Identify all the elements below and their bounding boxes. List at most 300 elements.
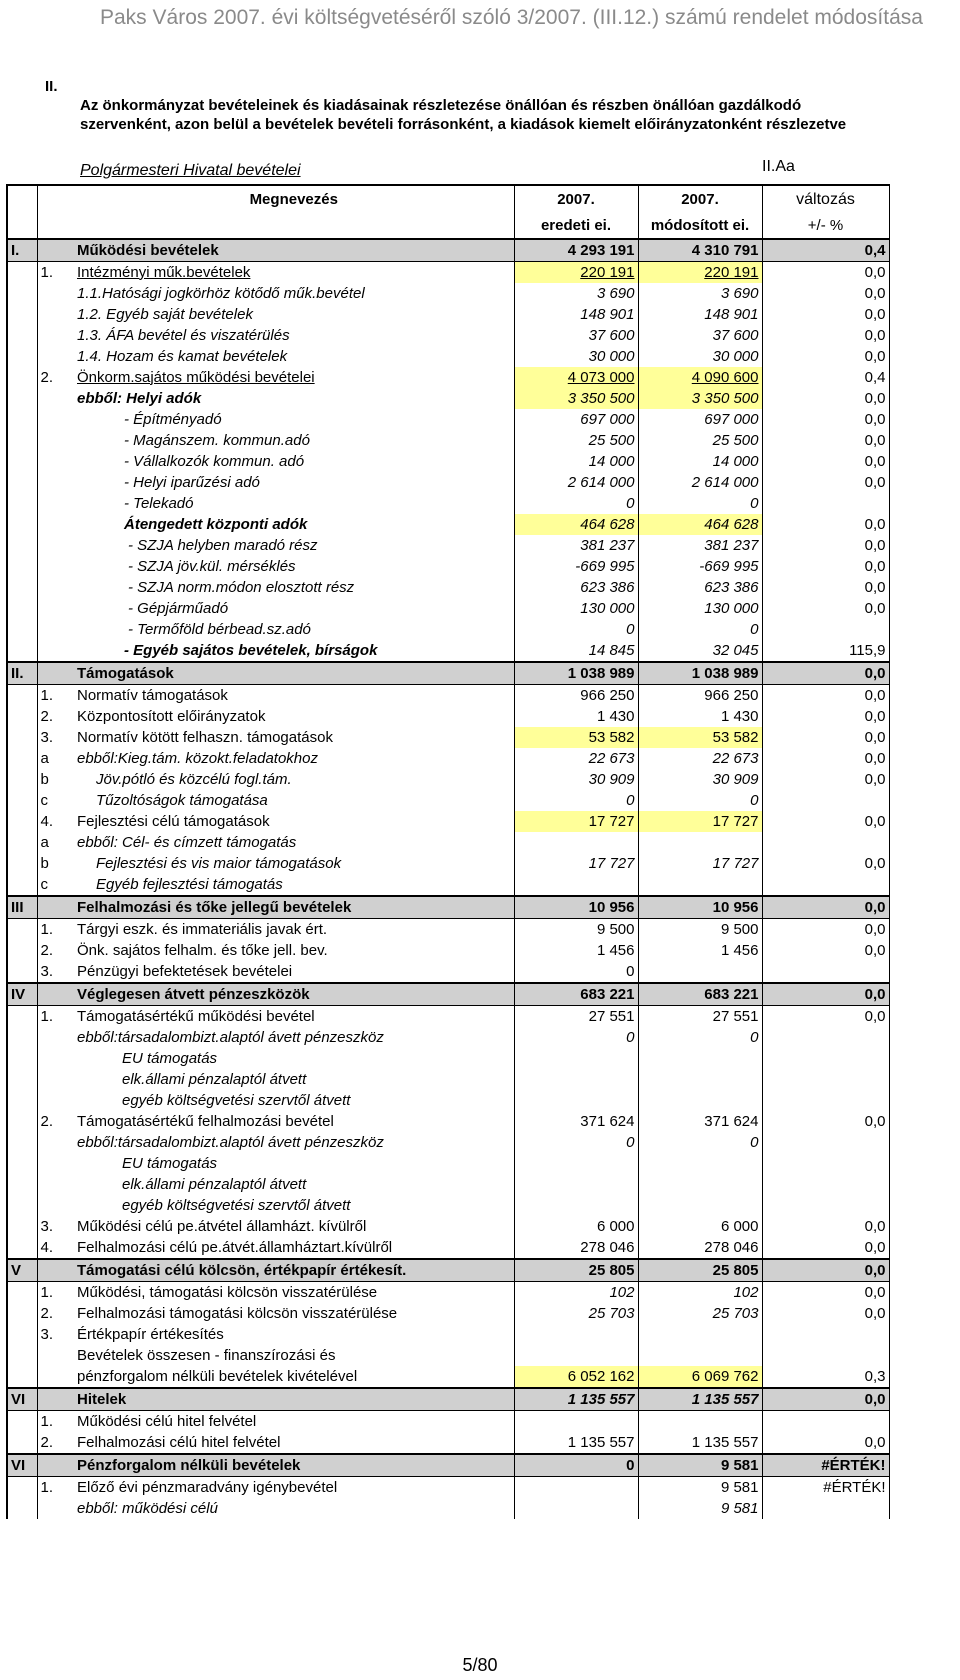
table-row [7,1174,889,1195]
table-row [7,1090,889,1111]
row-label: Támogatási célú kölcsön, értékpapír értékesít. [74,1259,514,1282]
row-original-value [514,874,638,896]
row-modified-value [638,1174,762,1195]
row-original-value [514,1324,638,1345]
row-label: ebből:Kieg.tám. közokt.feladatokhoz [77,749,318,767]
row-change-percent [762,619,889,640]
table-row [7,853,889,874]
row-change-percent [762,1174,889,1195]
row-original-value: 30 909 [514,769,638,790]
row-label: Értékpapír értékesítés [77,1325,224,1343]
row-item-number: 1. [37,1282,74,1304]
row-change-percent [762,1090,889,1111]
row-change-percent: 0,0 [762,1216,889,1237]
row-original-value: 4 073 000 [514,367,638,388]
row-original-value: 9 500 [514,919,638,941]
table-row [7,1153,889,1174]
row-original-value: 2 614 000 [514,472,638,493]
row-change-percent: 0,4 [762,239,889,262]
row-modified-value: 464 628 [638,514,762,535]
row-section-number [7,832,37,853]
row-item-number: 2. [37,1432,74,1454]
table-row [7,1216,889,1237]
table-row [7,727,889,748]
row-original-value: 25 703 [514,1303,638,1324]
col-pct-header: +/- % [762,214,889,239]
row-item-number [37,598,74,619]
row-change-percent: 0,0 [762,685,889,707]
row-label: elk.állami pénzalaptól átvett [122,1070,307,1088]
row-section-number [7,262,37,284]
table-row [7,685,889,707]
table-row [7,790,889,811]
table-row [7,961,889,983]
row-section-number [7,1303,37,1324]
row-section-number [7,727,37,748]
row-modified-value: 17 727 [638,853,762,874]
row-change-percent: 0,0 [762,853,889,874]
row-original-value: 0 [514,1132,638,1153]
row-section-number [7,1237,37,1259]
section-row [7,896,889,919]
row-item-number: 1. [37,262,74,284]
section-number: II. [45,78,58,95]
row-label: Támogatásértékű felhalmozási bevétel [77,1112,334,1130]
row-section-number [7,1477,37,1499]
row-item-number [37,1069,74,1090]
row-label: Működési, támogatási kölcsön visszatérülése [77,1283,378,1301]
row-change-percent: 0,0 [762,706,889,727]
row-label: Felhalmozási támogatási kölcsön visszatérülése [77,1304,398,1322]
row-original-value: 14 845 [514,640,638,662]
row-change-percent [762,1345,889,1366]
row-change-percent: 0,0 [762,430,889,451]
section-description: Az önkormányzat bevételeinek és kiadásainak részletezése önállóan és részben önállóan gazdálkodó szervenként, azon belül a bevételek bevételi forrásonként, a kiadások kiemelt előirányzatonként részlezetve [80,97,847,133]
row-item-number [37,1153,74,1174]
row-change-percent: 115,9 [762,640,889,662]
row-change-percent: 0,0 [762,514,889,535]
row-modified-value: 2 614 000 [638,472,762,493]
row-original-value: 1 430 [514,706,638,727]
row-original-value: 130 000 [514,598,638,619]
table-row [7,367,889,388]
document-header: Paks Város 2007. évi költségvetéséről szóló 3/2007. (III.12.) számú rendelet módosítása [100,6,923,29]
row-label: 1.4. Hozam és kamat bevételek [77,347,288,365]
row-label: - Egyéb sajátos bevételek, bírságok [124,641,378,659]
row-modified-value: 10 956 [638,896,762,919]
row-item-number [37,619,74,640]
row-section-number [7,535,37,556]
row-original-value: 623 386 [514,577,638,598]
table-row [7,748,889,769]
row-original-value [514,1345,638,1366]
row-label: Fejlesztési és vis maior támogatások [96,854,342,872]
row-original-value: 148 901 [514,304,638,325]
row-label: elk.állami pénzalaptól átvett [122,1175,307,1193]
row-modified-value: 220 191 [638,262,762,284]
row-item-number [37,1132,74,1153]
row-label: Önk. sajátos felhalm. és tőke jell. bev. [77,941,328,959]
row-label: Felhalmozási és tőke jellegű bevételek [74,896,514,919]
table-row [7,640,889,662]
row-original-value: 1 456 [514,940,638,961]
table-row [7,430,889,451]
row-change-percent [762,790,889,811]
row-section-number [7,1006,37,1028]
table-row [7,1282,889,1304]
col-orig-header: eredeti ei. [514,214,638,239]
col-name-header: Megnevezés [74,185,514,214]
row-original-value: 966 250 [514,685,638,707]
row-original-value: 1 135 557 [514,1388,638,1411]
row-section-number [7,1090,37,1111]
table-row [7,1027,889,1048]
row-label: - SZJA jöv.kül. mérséklés [128,557,296,575]
row-section-number [7,811,37,832]
row-label: Működési célú hitel felvétel [77,1412,257,1430]
row-modified-value [638,1048,762,1069]
row-section-number [7,304,37,325]
row-label: - SZJA helyben maradó rész [128,536,318,554]
row-change-percent [762,1195,889,1216]
row-original-value: 464 628 [514,514,638,535]
row-change-percent [762,961,889,983]
row-original-value: 25 805 [514,1259,638,1282]
row-change-percent: 0,0 [762,1282,889,1304]
row-item-number [37,662,74,685]
row-change-percent: 0,0 [762,919,889,941]
row-change-percent: 0,0 [762,283,889,304]
row-label: EU támogatás [122,1049,218,1067]
row-section-number [7,1048,37,1069]
row-section-number [7,1432,37,1454]
row-modified-value: 9 581 [638,1477,762,1499]
row-section-number: II. [7,662,37,685]
row-item-number [37,1454,74,1477]
row-change-percent: 0,0 [762,472,889,493]
row-modified-value: -669 995 [638,556,762,577]
row-item-number: 3. [37,1216,74,1237]
row-modified-value: 0 [638,619,762,640]
row-label: ebből:társadalombizt.alaptól ávett pénzeszköz [77,1028,384,1046]
row-change-percent [762,874,889,896]
row-section-number [7,1174,37,1195]
row-label: - Magánszem. kommun.adó [124,431,310,449]
row-label: Véglegesen átvett pénzeszközök [74,983,514,1006]
row-change-percent: 0,0 [762,1259,889,1282]
row-item-number: 3. [37,1324,74,1345]
row-change-percent [762,1411,889,1433]
row-modified-value: 148 901 [638,304,762,325]
row-label: - Helyi iparűzési adó [124,473,260,491]
row-modified-value: 53 582 [638,727,762,748]
row-modified-value: 683 221 [638,983,762,1006]
table-row [7,1324,889,1345]
table-row [7,325,889,346]
table-row [7,1366,889,1388]
row-section-number [7,1498,37,1519]
row-item-number [37,1388,74,1411]
row-original-value: 381 237 [514,535,638,556]
row-section-number [7,748,37,769]
row-section-number [7,388,37,409]
row-section-number [7,619,37,640]
row-section-number [7,367,37,388]
row-item-number: 3. [37,961,74,983]
row-modified-value: 623 386 [638,577,762,598]
row-item-number [37,430,74,451]
row-modified-value: 17 727 [638,811,762,832]
row-original-value: 22 673 [514,748,638,769]
page-number: 5/80 [462,1655,498,1675]
row-modified-value: 37 600 [638,325,762,346]
row-section-number [7,853,37,874]
row-label: pénzforgalom nélküli bevételek kivételével [77,1367,358,1385]
table-row [7,1498,889,1519]
row-change-percent: 0,0 [762,1237,889,1259]
row-modified-value: 1 038 989 [638,662,762,685]
row-modified-value: 25 500 [638,430,762,451]
row-label: ebből:társadalombizt.alaptól ávett pénzeszköz [77,1133,384,1151]
row-change-percent: 0,0 [762,388,889,409]
row-modified-value [638,1153,762,1174]
row-original-value: 1 038 989 [514,662,638,685]
row-section-number [7,769,37,790]
row-original-value: 683 221 [514,983,638,1006]
row-original-value: 0 [514,961,638,983]
row-item-number [37,577,74,598]
row-modified-value [638,1195,762,1216]
table-row [7,1303,889,1324]
section-row [7,239,889,262]
section-row [7,662,889,685]
row-modified-value: 1 135 557 [638,1432,762,1454]
row-section-number [7,1411,37,1433]
row-item-number [37,493,74,514]
row-item-number [37,640,74,662]
table-row [7,598,889,619]
row-label: Intézményi műk.bevételek [77,263,251,281]
row-item-number [37,409,74,430]
row-label: - Építményadó [124,410,222,428]
row-section-number: IV [7,983,37,1006]
row-original-value: 27 551 [514,1006,638,1028]
row-original-value: 0 [514,493,638,514]
table-row [7,514,889,535]
row-modified-value: 0 [638,1132,762,1153]
table-row [7,1006,889,1028]
table-row [7,832,889,853]
row-change-percent [762,1498,889,1519]
row-label: egyéb költségvetési szervtől átvett [122,1091,351,1109]
row-original-value: 1 135 557 [514,1432,638,1454]
table-row [7,940,889,961]
row-section-number [7,514,37,535]
row-label: Központosított előirányzatok [77,707,266,725]
row-item-number: c [37,874,74,896]
col-year1-header: 2007. [514,185,638,214]
row-item-number: 2. [37,1303,74,1324]
row-original-value: -669 995 [514,556,638,577]
row-label: ebből: Helyi adók [77,389,202,407]
row-item-number [37,1498,74,1519]
section-row [7,1454,889,1477]
row-original-value: 3 690 [514,283,638,304]
row-modified-value [638,1345,762,1366]
row-change-percent: #ÉRTÉK! [762,1454,889,1477]
row-original-value [514,1411,638,1433]
table-row [7,556,889,577]
row-change-percent: 0,3 [762,1366,889,1388]
row-modified-value: 0 [638,493,762,514]
row-change-percent: 0,0 [762,983,889,1006]
row-section-number [7,451,37,472]
row-item-number [37,388,74,409]
row-modified-value: 9 500 [638,919,762,941]
row-section-number [7,1069,37,1090]
row-change-percent [762,1132,889,1153]
row-label: Önkorm.sajátos működési bevételei [77,368,315,386]
row-label: 1.1.Hatósági jogkörhöz kötődő műk.bevétel [77,284,365,302]
row-modified-value: 4 090 600 [638,367,762,388]
table-row [7,919,889,941]
row-section-number [7,1111,37,1132]
row-original-value [514,1195,638,1216]
row-modified-value: 278 046 [638,1237,762,1259]
row-label: Hitelek [74,1388,514,1411]
row-original-value [514,1048,638,1069]
row-change-percent [762,832,889,853]
row-modified-value: 25 703 [638,1303,762,1324]
row-label: EU támogatás [122,1154,218,1172]
row-item-number: 1. [37,1411,74,1433]
row-label: Tárgyi eszk. és immateriális javak ért. [77,920,328,938]
row-label: Fejlesztési célú támogatások [77,812,270,830]
row-label: Működési bevételek [74,239,514,262]
row-change-percent: 0,0 [762,304,889,325]
col-mod-header: módosított ei. [638,214,762,239]
row-change-percent [762,1324,889,1345]
row-item-number: 4. [37,811,74,832]
row-modified-value [638,1069,762,1090]
row-section-number [7,472,37,493]
row-item-number [37,1048,74,1069]
row-label: Előző évi pénzmaradvány igénybevétel [77,1478,338,1496]
row-label: - Gépjárműadó [128,599,229,617]
table-row [7,262,889,284]
row-original-value: 102 [514,1282,638,1304]
row-modified-value: 381 237 [638,535,762,556]
row-original-value [514,832,638,853]
row-modified-value: 9 581 [638,1498,762,1519]
row-change-percent [762,1027,889,1048]
row-section-number [7,706,37,727]
row-item-number [37,556,74,577]
row-change-percent: 0,0 [762,940,889,961]
row-modified-value: 32 045 [638,640,762,662]
row-modified-value: 30 000 [638,346,762,367]
row-change-percent [762,493,889,514]
row-original-value: 278 046 [514,1237,638,1259]
row-section-number [7,325,37,346]
col-year2-header: 2007. [638,185,762,214]
row-modified-value: 0 [638,790,762,811]
row-item-number: 3. [37,727,74,748]
table-code: II.Aa [762,158,795,175]
row-change-percent: 0,0 [762,1388,889,1411]
row-section-number [7,1153,37,1174]
row-modified-value: 3 690 [638,283,762,304]
row-original-value: 17 727 [514,853,638,874]
row-label: - Vállalkozók kommun. adó [124,452,305,470]
row-modified-value: 6 000 [638,1216,762,1237]
row-modified-value [638,1324,762,1345]
row-change-percent: 0,4 [762,367,889,388]
table-row [7,283,889,304]
row-item-number [37,304,74,325]
row-item-number [37,1259,74,1282]
row-label: egyéb költségvetési szervtől átvett [122,1196,351,1214]
row-section-number: I. [7,239,37,262]
table-row [7,472,889,493]
row-change-percent: 0,0 [762,811,889,832]
row-modified-value: 6 069 762 [638,1366,762,1388]
table-row [7,1048,889,1069]
row-modified-value: 371 624 [638,1111,762,1132]
row-modified-value: 130 000 [638,598,762,619]
col-change-header: változás [762,185,889,214]
row-section-number [7,1132,37,1153]
row-original-value: 30 000 [514,346,638,367]
row-label: Bevételek összesen - finanszírozási és [77,1346,336,1364]
row-section-number: III [7,896,37,919]
row-item-number: a [37,832,74,853]
row-change-percent: 0,0 [762,1432,889,1454]
table-row [7,451,889,472]
row-item-number: 1. [37,685,74,707]
row-item-number [37,983,74,1006]
row-change-percent: 0,0 [762,1111,889,1132]
row-item-number: 1. [37,919,74,941]
row-label: 1.2. Egyéb saját bevételek [77,305,253,323]
row-label: Tűzoltóságok támogatása [96,791,268,809]
row-original-value [514,1069,638,1090]
row-section-number [7,430,37,451]
row-item-number: a [37,748,74,769]
row-original-value [514,1090,638,1111]
row-item-number [37,1174,74,1195]
row-modified-value: 1 135 557 [638,1388,762,1411]
row-section-number [7,346,37,367]
row-change-percent: 0,0 [762,598,889,619]
table-row [7,493,889,514]
row-modified-value [638,874,762,896]
row-item-number [37,283,74,304]
row-section-number: V [7,1259,37,1282]
row-original-value: 17 727 [514,811,638,832]
row-original-value: 4 293 191 [514,239,638,262]
row-section-number [7,640,37,662]
table-row [7,619,889,640]
table-row [7,409,889,430]
row-original-value: 697 000 [514,409,638,430]
table-row [7,1132,889,1153]
subheader-row [7,214,889,239]
section-row [7,983,889,1006]
row-change-percent: 0,0 [762,325,889,346]
row-original-value: 0 [514,619,638,640]
row-label: Támogatásértékű működési bevétel [77,1007,315,1025]
